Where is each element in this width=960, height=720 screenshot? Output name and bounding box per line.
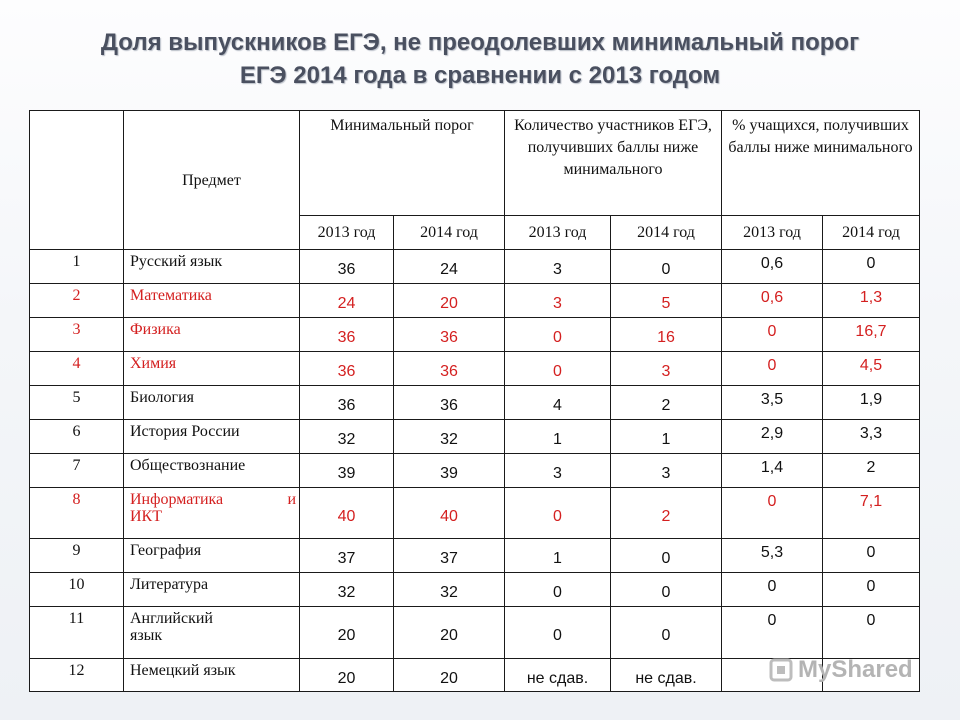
min-2013: 20 [300, 659, 394, 692]
row-number: 3 [30, 318, 124, 352]
header-percent: % учащихся, получивших баллы ниже минимального [722, 111, 920, 216]
count-2014: 0 [611, 573, 722, 607]
header-row [30, 111, 920, 216]
min-2013: 20 [300, 607, 394, 659]
min-2014: 37 [394, 539, 505, 573]
percent-2013: 2,9 [722, 420, 823, 454]
row-number: 9 [30, 539, 124, 573]
count-2014: 2 [611, 386, 722, 420]
subject-word: и [287, 491, 296, 508]
percent-2014: 1,9 [823, 386, 920, 420]
table-row [30, 386, 920, 420]
row-subject: История России [124, 420, 300, 454]
percent-2013: 1,4 [722, 454, 823, 488]
table-row [30, 539, 920, 573]
year-2014: 2014 год [394, 216, 505, 250]
count-2014: 5 [611, 284, 722, 318]
row-number: 2 [30, 284, 124, 318]
percent-2013: 0 [722, 352, 823, 386]
count-2013: 0 [505, 352, 611, 386]
min-2013: 36 [300, 250, 394, 284]
min-2014: 39 [394, 454, 505, 488]
row-subject: Литература [124, 573, 300, 607]
table-row [30, 318, 920, 352]
percent-2013: 0 [722, 607, 823, 659]
percent-2013: 0,6 [722, 250, 823, 284]
count-2013: 0 [505, 488, 611, 539]
min-2013: 40 [300, 488, 394, 539]
table-row [30, 607, 920, 659]
min-2013: 37 [300, 539, 394, 573]
percent-2014: 0 [823, 573, 920, 607]
count-2014: 16 [611, 318, 722, 352]
min-2014: 40 [394, 488, 505, 539]
count-2013: не сдав. [505, 659, 611, 692]
count-2014: 2 [611, 488, 722, 539]
row-subject: География [124, 539, 300, 573]
table-row [30, 352, 920, 386]
row-subject: Физика [124, 318, 300, 352]
row-number: 11 [30, 607, 124, 659]
count-2013: 1 [505, 539, 611, 573]
count-2013: 4 [505, 386, 611, 420]
percent-2014: 4,5 [823, 352, 920, 386]
watermark-text: MyShared [798, 656, 913, 683]
header-number-cell [30, 111, 124, 250]
year-2014: 2014 год [611, 216, 722, 250]
count-2014: 0 [611, 539, 722, 573]
count-2013: 0 [505, 607, 611, 659]
min-2014: 20 [394, 284, 505, 318]
count-2013: 3 [505, 454, 611, 488]
min-2014: 32 [394, 420, 505, 454]
myshared-logo-icon [768, 657, 794, 683]
count-2013: 0 [505, 318, 611, 352]
min-2013: 39 [300, 454, 394, 488]
year-2013: 2013 год [300, 216, 394, 250]
percent-2013: 0,6 [722, 284, 823, 318]
min-2014: 24 [394, 250, 505, 284]
percent-2013: 0 [722, 488, 823, 539]
min-2014: 36 [394, 386, 505, 420]
percent-2013: 0 [722, 318, 823, 352]
count-2013: 1 [505, 420, 611, 454]
row-number: 8 [30, 488, 124, 539]
year-2014: 2014 год [823, 216, 920, 250]
percent-2013: 3,5 [722, 386, 823, 420]
count-2014: 0 [611, 250, 722, 284]
min-2013: 36 [300, 386, 394, 420]
subject-word: язык [130, 627, 163, 644]
row-subject: Обществознание [124, 454, 300, 488]
percent-2014: 2 [823, 454, 920, 488]
row-subject [124, 488, 300, 539]
slide-title [0, 26, 960, 92]
min-2013: 36 [300, 352, 394, 386]
row-number: 1 [30, 250, 124, 284]
percent-2013: 5,3 [722, 539, 823, 573]
table-row [30, 250, 920, 284]
row-number: 5 [30, 386, 124, 420]
percent-2014: 0 [823, 607, 920, 659]
table-row [30, 420, 920, 454]
subject-word: Английский [130, 610, 213, 627]
min-2014: 20 [394, 607, 505, 659]
row-number: 6 [30, 420, 124, 454]
watermark [768, 656, 913, 684]
min-2014: 20 [394, 659, 505, 692]
row-subject: Биология [124, 386, 300, 420]
percent-2014: 0 [823, 250, 920, 284]
row-subject [124, 607, 300, 659]
row-subject: Немецкий язык [124, 659, 300, 692]
count-2013: 3 [505, 250, 611, 284]
title-line-1: Доля выпускников ЕГЭ, не преодолевших минимальный порог [100, 29, 860, 56]
count-2014: 3 [611, 454, 722, 488]
row-number: 4 [30, 352, 124, 386]
min-2014: 32 [394, 573, 505, 607]
count-2014: 3 [611, 352, 722, 386]
results-table [29, 110, 920, 692]
min-2013: 36 [300, 318, 394, 352]
header-subject: Предмет [124, 111, 300, 250]
year-2013: 2013 год [505, 216, 611, 250]
subject-word: Информатика [130, 491, 224, 508]
percent-2014: 0 [823, 539, 920, 573]
min-2013: 32 [300, 573, 394, 607]
min-2013: 32 [300, 420, 394, 454]
header-participants: Количество участников ЕГЭ, получивших баллы ниже минимального [505, 111, 722, 216]
count-2014: не сдав. [611, 659, 722, 692]
row-subject: Математика [124, 284, 300, 318]
count-2014: 1 [611, 420, 722, 454]
row-number: 12 [30, 659, 124, 692]
row-subject: Химия [124, 352, 300, 386]
table-row [30, 284, 920, 318]
percent-2014: 16,7 [823, 318, 920, 352]
count-2013: 3 [505, 284, 611, 318]
count-2013: 0 [505, 573, 611, 607]
percent-2013: 0 [722, 573, 823, 607]
min-2014: 36 [394, 352, 505, 386]
table-row [30, 488, 920, 539]
table-row [30, 454, 920, 488]
min-2013: 24 [300, 284, 394, 318]
row-subject: Русский язык [124, 250, 300, 284]
percent-2014: 3,3 [823, 420, 920, 454]
header-min-threshold: Минимальный порог [300, 111, 505, 216]
row-number: 10 [30, 573, 124, 607]
subject-word: ИКТ [130, 508, 162, 525]
row-number: 7 [30, 454, 124, 488]
year-2013: 2013 год [722, 216, 823, 250]
table-row [30, 573, 920, 607]
percent-2014: 1,3 [823, 284, 920, 318]
min-2014: 36 [394, 318, 505, 352]
title-line-2: ЕГЭ 2014 года в сравнении с 2013 годом [239, 62, 721, 89]
count-2014: 0 [611, 607, 722, 659]
percent-2014: 7,1 [823, 488, 920, 539]
